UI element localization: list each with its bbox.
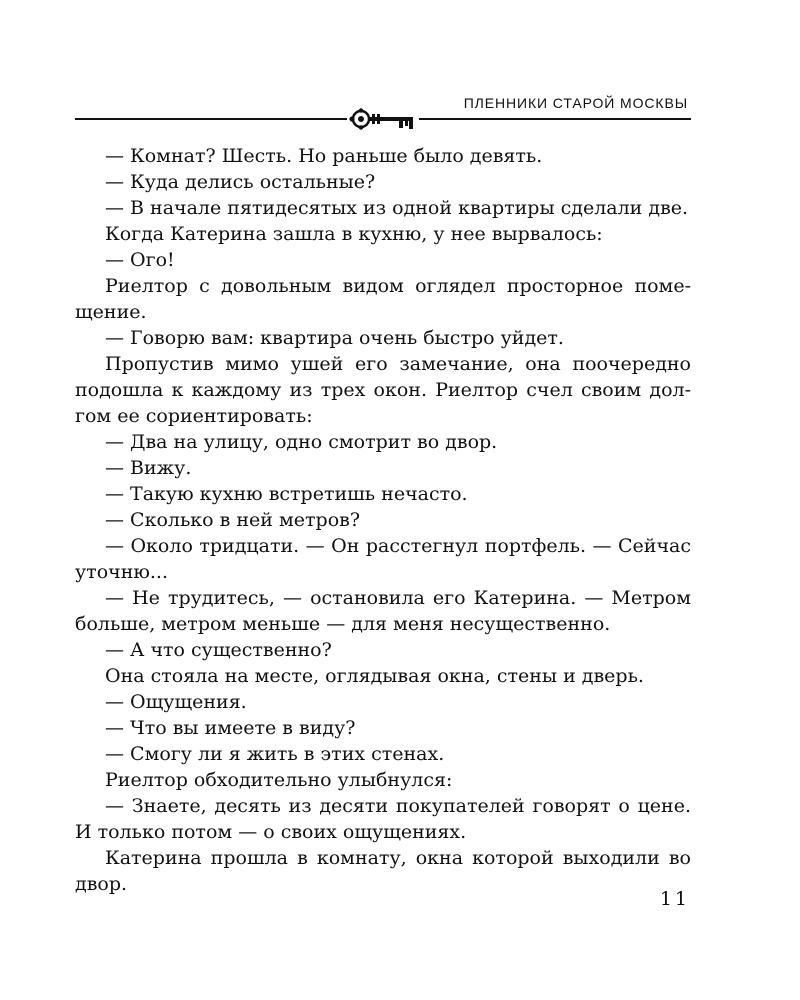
- text-line: подошла к каждому из трех окон. Риелтор счел своим дол-: [75, 379, 691, 401]
- text-line: — А что существенно?: [105, 639, 332, 661]
- text-line: — Около тридцати. — Он расстегнул портфель. — Сейчас: [105, 535, 691, 557]
- text-line: — Сколько в ней метров?: [105, 509, 361, 531]
- text-line: — Два на улицу, одно смотрит во двор.: [105, 431, 498, 453]
- text-line: — Не трудитесь, — остановила его Катерина. — Метром: [105, 587, 691, 609]
- text-line: больше, метром меньше — для меня несущественно.: [75, 613, 611, 635]
- text-line: — Знаете, десять из десяти покупателей говорят о цене.: [105, 795, 691, 817]
- text-line: — Куда делись остальные?: [105, 171, 376, 193]
- body-text: [75, 143, 691, 897]
- text-line: — Вижу.: [105, 457, 192, 479]
- text-line: Риелтор обходительно улыбнулся:: [105, 769, 453, 791]
- text-line: И только потом — о своих ощущениях.: [75, 821, 467, 843]
- text-line: гом ее сориентировать:: [75, 405, 313, 427]
- text-line: — Ощущения.: [105, 691, 247, 713]
- running-title: ПЛЕННИКИ СТАРОЙ МОСКВЫ: [463, 95, 688, 111]
- text-line: — Такую кухню встретишь нечасто.: [105, 483, 468, 505]
- text-line: — В начале пятидесятых из одной квартиры сделали две.: [105, 197, 689, 219]
- text-line: — Что вы имеете в виду?: [105, 717, 356, 739]
- text-line: — Смогу ли я жить в этих стенах.: [105, 743, 445, 765]
- page-number: 11: [659, 888, 690, 910]
- text-line: — Говорю вам: квартира очень быстро уйдет.: [105, 327, 564, 349]
- text-line: — Комнат? Шесть. Но раньше было девять.: [105, 145, 543, 167]
- text-line: — Ого!: [105, 249, 175, 271]
- text-line: Когда Катерина зашла в кухню, у нее вырвалось:: [105, 223, 603, 245]
- text-line: Катерина прошла в комнату, окна которой выходили во: [105, 847, 691, 869]
- text-line: двор.: [75, 873, 128, 895]
- text-line: Пропустив мимо ушей его замечание, она поочередно: [105, 353, 691, 375]
- text-line: щение.: [75, 301, 147, 323]
- text-line: Она стояла на месте, оглядывая окна, стены и дверь.: [105, 665, 644, 687]
- text-line: уточню...: [75, 561, 169, 583]
- key-icon: [347, 107, 419, 133]
- text-line: Риелтор с довольным видом оглядел просторное поме-: [105, 275, 691, 297]
